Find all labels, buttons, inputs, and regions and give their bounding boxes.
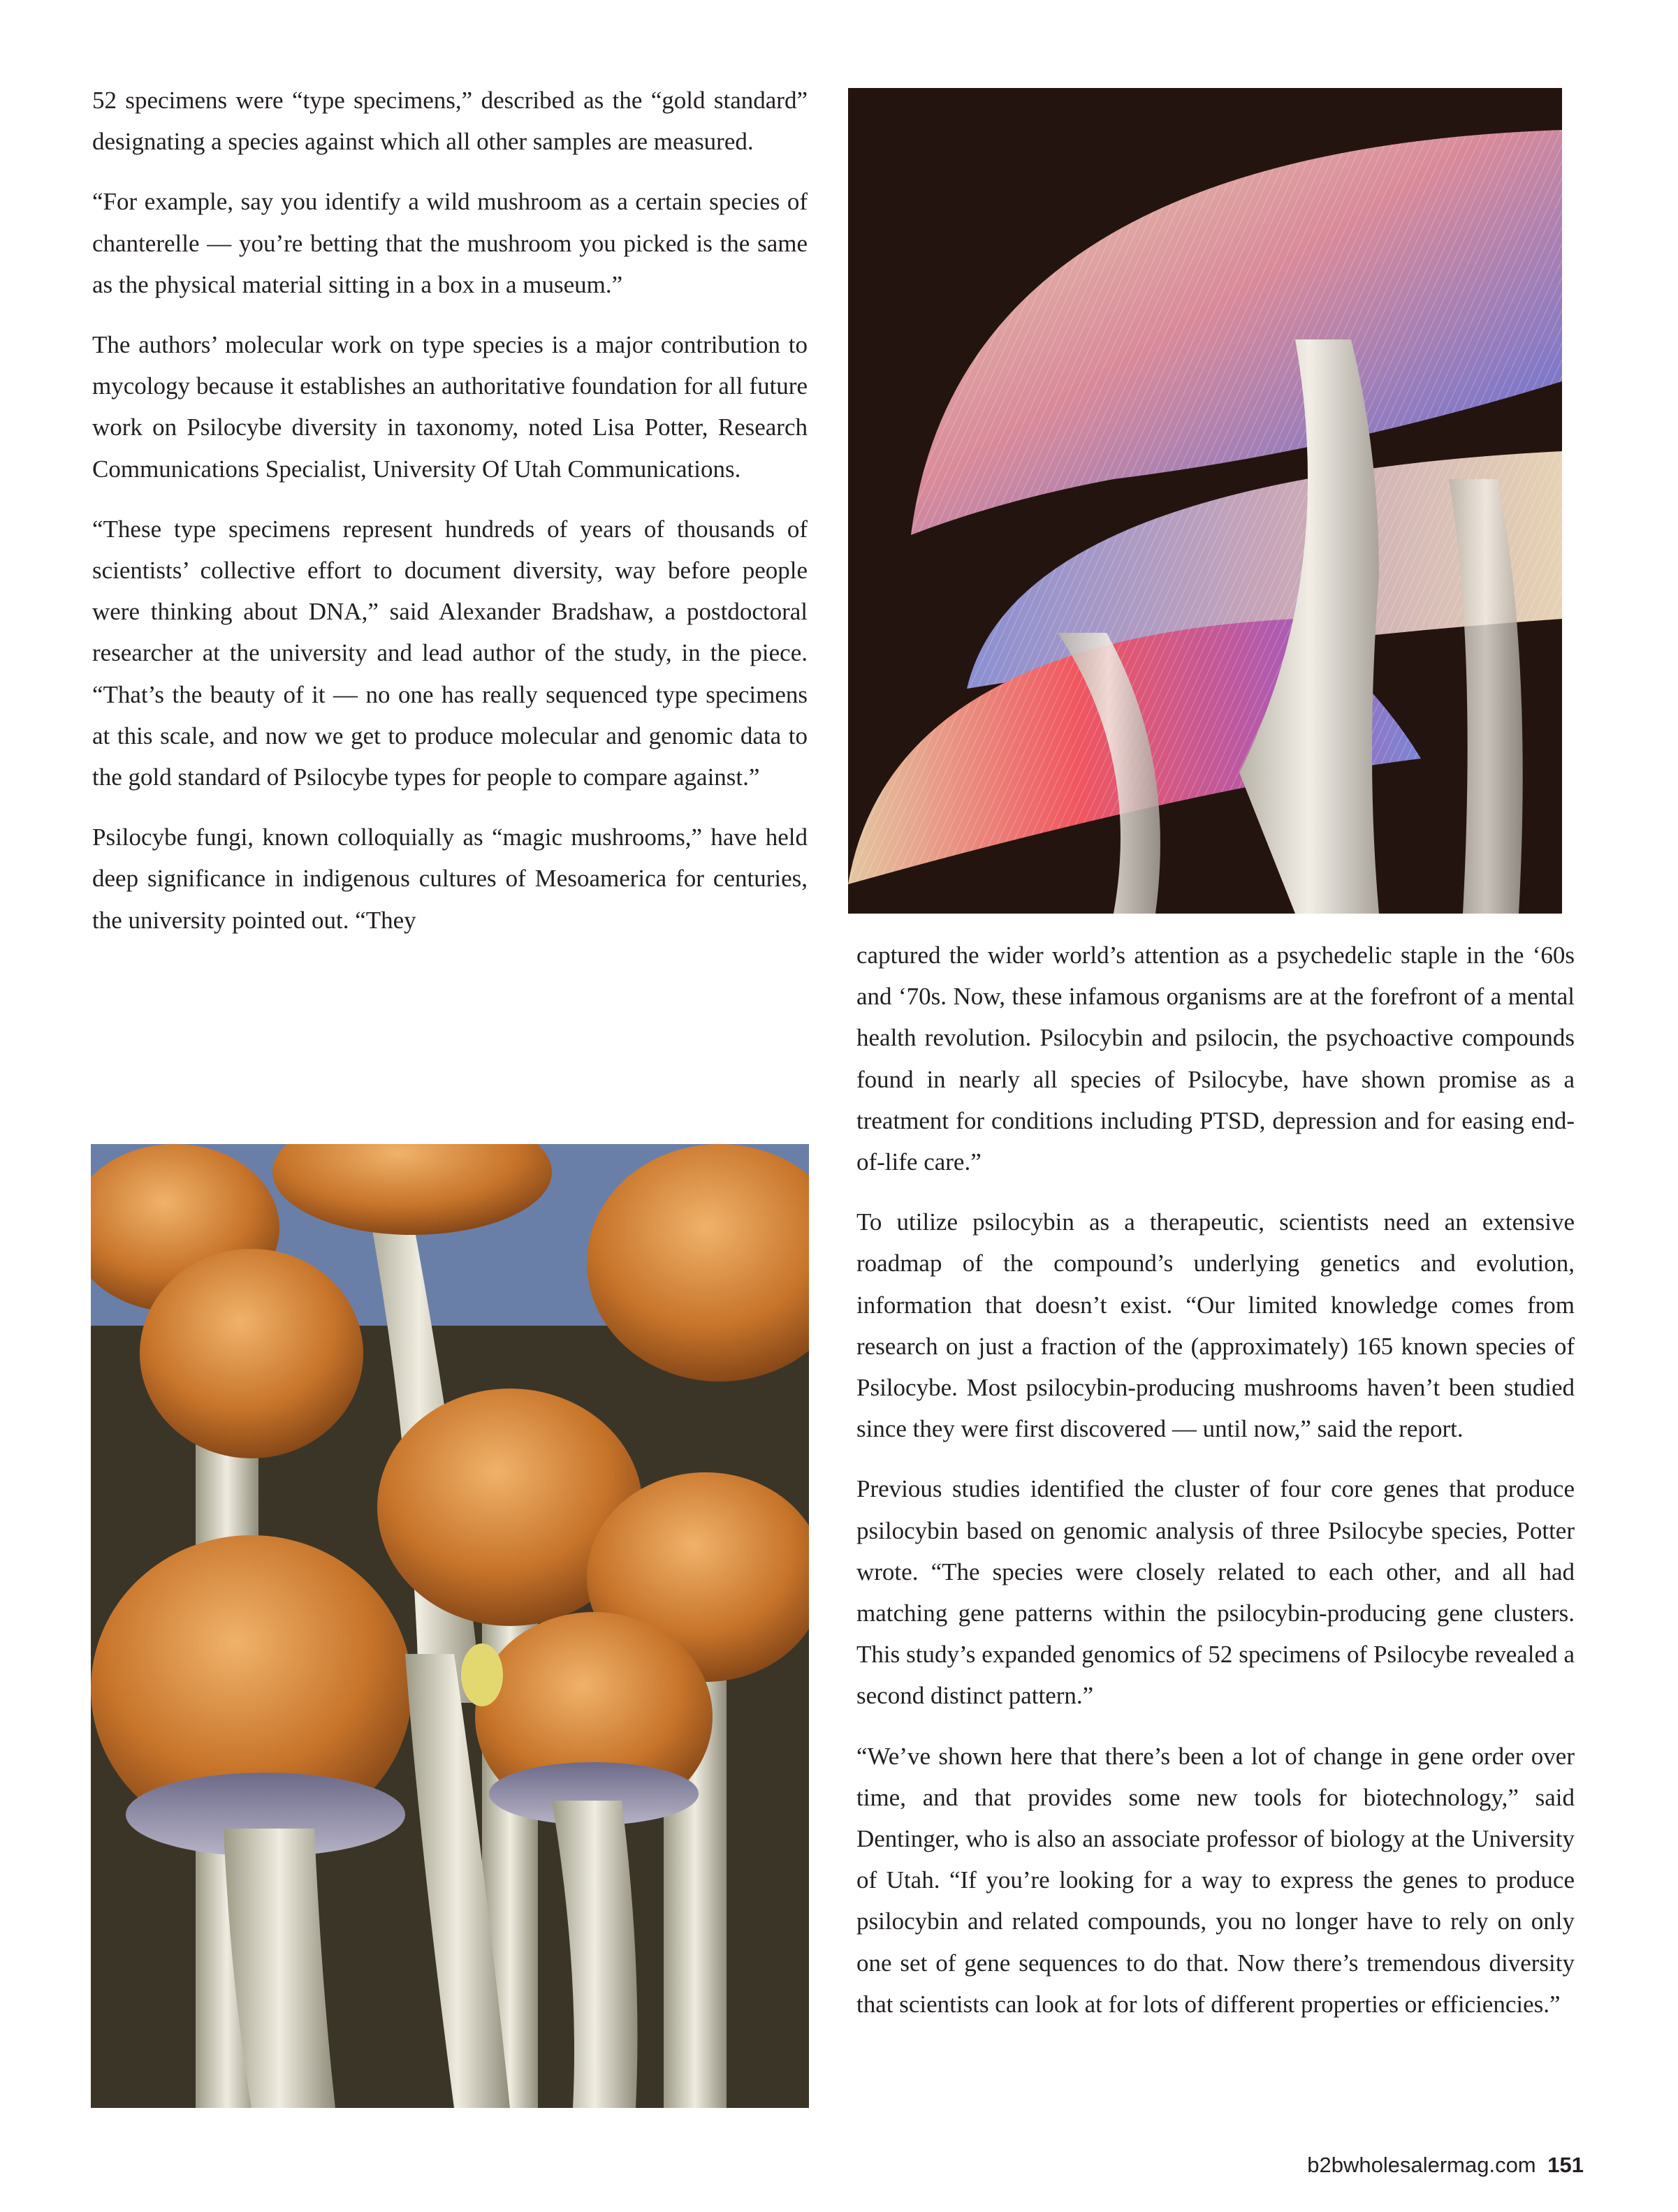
- footer-site-link[interactable]: b2bwholesalermag.com: [1307, 2153, 1536, 2177]
- golden-mushrooms-illustration: [91, 1144, 809, 2108]
- golden-mushrooms-photo: [91, 1144, 809, 2108]
- paragraph: To utilize psilocybin as a therapeutic, scientists need an extensive roadmap of the compound’s underlying genetics and evolution, information that doesn’t exist. “Our limited knowledge comes from research on just a fraction of the (approximately) 165 known species of Psilocybe. Most psilocybin-producing mushrooms haven’t been studied since they were first discovered — until now,” said the report.: [856, 1208, 1575, 1443]
- paragraph: “These type specimens represent hundreds of years of thousands of scientists’ collective effort to document diversity, way before people were thinking about DNA,” said Alexander Bradshaw, a postdoctoral researcher at the university and lead author of the study, in the piece. “That’s the beauty of it — no one has really sequenced type specimens at this scale, and now we get to produce molecular and genomic data to the gold standard of Psilocybe types for people to compare against.”: [92, 515, 808, 791]
- page-number: 151: [1547, 2153, 1584, 2177]
- page-footer: [1307, 2153, 1584, 2178]
- article-left-column: [92, 80, 808, 941]
- paragraph: The authors’ molecular work on type species is a major contribution to mycology because it establishes an authoritative foundation for all future work on Psilocybe diversity in taxonomy, noted Lisa Potter, Research Communications Specialist, University Of Utah Communications.: [92, 331, 808, 483]
- article-right-column: [856, 935, 1575, 2025]
- paragraph: captured the wider world’s attention as a psychedelic staple in the ‘60s and ‘70s. Now, these infamous organisms are at the forefront of a mental health revolution. Psilocybin and psilocin, the psychoactive compounds found in nearly all species of Psilocybe, have shown promise as a treatment for conditions including PTSD, depression and for easing end-of-life care.”: [856, 942, 1575, 1176]
- paragraph: “For example, say you identify a wild mushroom as a certain species of chanterelle — you’re betting that the mushroom you picked is the same as the physical material sitting in a box in a museum.”: [92, 188, 808, 298]
- mushroom-caps-photo: [848, 88, 1562, 914]
- paragraph: “We’ve shown here that there’s been a lot of change in gene order over time, and that provides some new tools for biotechnology,” said Dentinger, who is also an associate professor of biology at the University of Utah. “If you’re looking for a way to express the genes to produce psilocybin and related compounds, you no longer have to rely on only one set of gene sequences to do that. Now there’s tremendous diversity that scientists can look at for lots of different properties or efficiencies.”: [856, 1742, 1575, 2018]
- paragraph: Previous studies identified the cluster of four core genes that produce psilocybin based on genomic analysis of three Psilocybe species, Potter wrote. “The species were closely related to each other, and all had matching gene patterns within the psilocybin-producing gene clusters. This study’s expanded genomics of 52 specimens of Psilocybe revealed a second distinct pattern.”: [856, 1475, 1575, 1710]
- paragraph: 52 specimens were “type specimens,” described as the “gold standard” designating a species against which all other samples are measured.: [92, 87, 808, 156]
- paragraph: Psilocybe fungi, known colloquially as “magic mushrooms,” have held deep significance in indigenous cultures of Mesoamerica for centuries, the university pointed out. “They: [92, 823, 808, 934]
- mushroom-caps-illustration: [848, 88, 1562, 914]
